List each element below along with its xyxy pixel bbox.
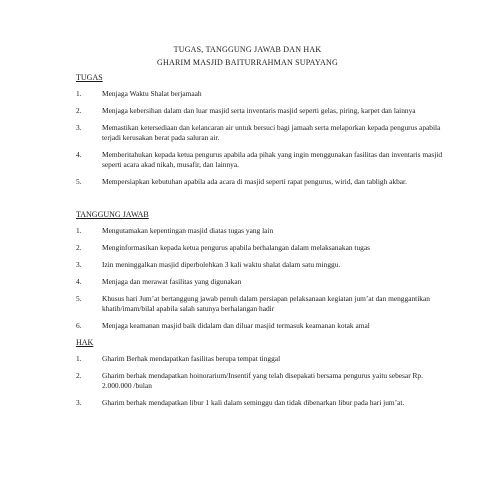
list-item-text: Menjaga dan merawat fasilitas yang digunakan bbox=[102, 277, 242, 286]
list-item-text: Menjaga keamanan masjid baik didalam dan diluar masjid termasuk keamanan kotak amal bbox=[102, 321, 370, 330]
list-item bbox=[76, 106, 446, 116]
document-title-line-2: GHARIM MASJID BAITURRAHMAN SUPAYANG bbox=[157, 58, 338, 67]
list-item-number: 4. bbox=[76, 150, 82, 159]
list-hak bbox=[76, 354, 446, 408]
list-item-number: 5. bbox=[76, 177, 82, 186]
list-item-text: Gharim Berhak mendapatkan fasilitas berupa tempat tinggal bbox=[102, 354, 281, 363]
list-item-text: Memberitahukan kepada ketua pengurus apabila ada pihak yang ingin menggunakan fasilitas dan inventaris masjid seperti acara akad nikah, musafir, dan lainnya. bbox=[102, 150, 443, 169]
list-item-number: 3. bbox=[76, 260, 82, 269]
list-item-text: Mempersiapkan kebutuhan apabila ada acara di masjid seperti rapat pengurus, wirid, dan tabligh akbar. bbox=[102, 177, 407, 186]
list-item bbox=[76, 354, 446, 364]
list-item bbox=[76, 321, 446, 331]
list-tugas bbox=[76, 89, 446, 187]
list-item-text: Gharim berhak mendapatkan libur 1 kali dalam seminggu dan tidak dibenarkan libur pada hari jum’at. bbox=[102, 398, 405, 407]
list-item-text: Khusus hari Jum’at bertanggung jawab penuh dalam persiapan pelaksanaan kegiatan jum’at dan menggantikan khatib/imam/bilal apabila salah satunya berhalangan hadir bbox=[102, 294, 430, 313]
list-item bbox=[76, 89, 446, 99]
list-item-text: Mengutamakan kepentingan masjid diatas tugas yang lain bbox=[102, 226, 274, 235]
list-item-number: 3. bbox=[76, 123, 82, 132]
list-item-text: Menjaga kebersihan dalam dan luar masjid serta inventaris masjid seperti gelas, piring, karpet dan lainnya bbox=[102, 106, 416, 115]
list-item-text: Izin meninggalkan masjid diperbolehkan 3 kali waktu shalat dalam satu minggu. bbox=[102, 260, 341, 269]
list-item bbox=[76, 398, 446, 408]
list-item-number: 1. bbox=[76, 89, 82, 98]
list-item-number: 6. bbox=[76, 321, 82, 330]
list-item-text: Menginformasikan kepada ketua pengurus apabila berhalangan dalam melaksanakan tugas bbox=[102, 243, 371, 252]
list-item bbox=[76, 123, 446, 143]
section-heading-tugas: TUGAS bbox=[76, 73, 103, 82]
section-heading-tanggung-jawab: TANGGUNG JAWAB bbox=[76, 210, 149, 219]
section-heading-hak: HAK bbox=[76, 338, 94, 347]
list-item-number: 1. bbox=[76, 354, 82, 363]
list-item bbox=[76, 371, 446, 391]
list-item-number: 1. bbox=[76, 226, 82, 235]
list-item-number: 4. bbox=[76, 277, 82, 286]
list-item-text: Menjaga Waktu Shalat berjamaah bbox=[102, 89, 202, 98]
list-item bbox=[76, 226, 446, 236]
list-item-text: Memastikan ketersediaan dan kelancaran air untuk bersuci bagi jamaah serta melaporkan kepada pengurus apabila terjadi kerusakan berat pada saluran air. bbox=[102, 123, 441, 142]
section-tugas bbox=[76, 73, 446, 194]
list-item-number: 2. bbox=[76, 106, 82, 115]
list-item bbox=[76, 260, 446, 270]
list-item bbox=[76, 294, 446, 314]
list-item-number: 2. bbox=[76, 243, 82, 252]
list-item-text: Gharim berhak mendapatkan hoinorarium/Insentif yang telah disepakati bersama pengurus yaitu sebesar Rp. 2.000.000 /bulan bbox=[102, 371, 423, 390]
list-item bbox=[76, 243, 446, 253]
list-item bbox=[76, 150, 446, 170]
list-item-number: 2. bbox=[76, 371, 82, 380]
section-hak bbox=[76, 338, 446, 415]
document-title-line-1: TUGAS, TANGGUNG JAWAB DAN HAK bbox=[173, 45, 322, 54]
list-item-number: 3. bbox=[76, 398, 82, 407]
list-item bbox=[76, 277, 446, 287]
section-tanggung-jawab bbox=[76, 210, 446, 338]
list-item bbox=[76, 177, 446, 187]
list-tanggung-jawab bbox=[76, 226, 446, 331]
list-item-number: 5. bbox=[76, 294, 82, 303]
